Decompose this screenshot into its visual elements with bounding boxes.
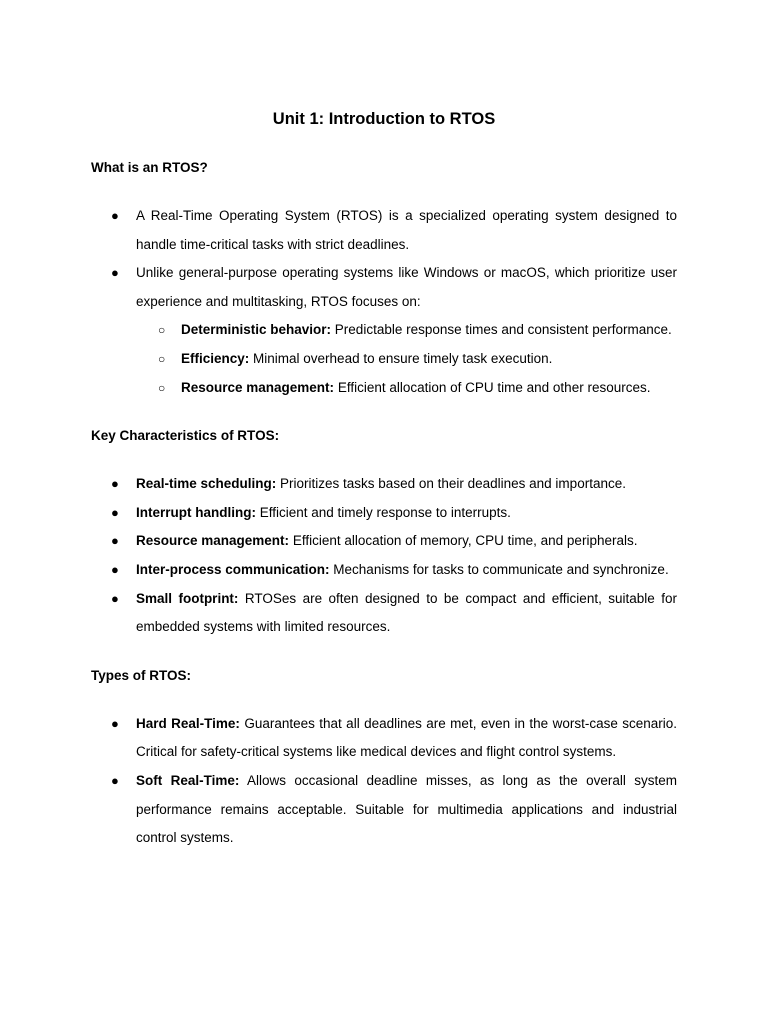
list-item	[91, 499, 677, 528]
bullet-icon: ●	[111, 772, 119, 788]
bullet-icon: ●	[111, 715, 119, 731]
list-item-label: Hard Real-Time:	[136, 715, 240, 731]
list-item-text: Efficient and timely response to interrupts.	[255, 504, 511, 520]
list-item-text: RTOSes are often designed to be compact and efficient, suitable for embedded systems with limited resources.	[136, 590, 677, 635]
list-item	[91, 259, 677, 402]
list-item-text: Prioritizes tasks based on their deadlines and importance.	[276, 476, 626, 492]
sub-bullet-icon: ○	[158, 351, 166, 366]
list-item-text: Guarantees that all deadlines are met, even in the worst-case scenario. Critical for safety-critical systems like medical devices and flight control systems.	[136, 715, 678, 760]
list-item	[91, 202, 677, 259]
sub-list-item	[136, 316, 677, 345]
bullet-icon: ●	[111, 265, 119, 281]
list-item	[91, 556, 677, 585]
list-item	[91, 470, 677, 499]
list-item-label: Real-time scheduling:	[136, 476, 277, 492]
sub-list-item-label: Efficiency:	[181, 350, 250, 366]
list-item-text: Efficient allocation of memory, CPU time, and peripherals.	[289, 533, 638, 549]
sub-list-item-label: Deterministic behavior:	[181, 322, 332, 338]
bullet-icon: ●	[111, 504, 119, 520]
what-is-rtos-list	[91, 202, 677, 402]
sub-bullet-icon: ○	[158, 323, 166, 338]
list-item	[91, 710, 677, 767]
sub-list-item	[136, 345, 677, 374]
sub-list-item	[136, 374, 677, 403]
list-item-label: Small footprint:	[136, 590, 239, 606]
list-item-label: Interrupt handling:	[136, 504, 256, 520]
list-item	[91, 585, 677, 642]
bullet-icon: ●	[111, 208, 119, 223]
section-heading-what-is-rtos: What is an RTOS?	[91, 160, 208, 175]
list-item-text: Mechanisms for tasks to communicate and synchronize.	[329, 561, 669, 577]
rtos-focus-sublist	[136, 316, 677, 402]
list-item-label: Inter-process communication:	[136, 561, 330, 577]
bullet-icon: ●	[111, 590, 119, 606]
key-characteristics-list	[91, 470, 677, 642]
section-heading-key-characteristics: Key Characteristics of RTOS:	[91, 428, 280, 444]
section-heading-types-of-rtos: Types of RTOS:	[91, 667, 192, 683]
list-item-label: Soft Real-Time:	[136, 772, 240, 788]
sub-list-item-text: Predictable response times and consistent performance.	[331, 322, 672, 338]
list-item-text: Allows occasional deadline misses, as long as the overall system performance remains acceptable. Suitable for multimedia applications and industrial control systems.	[136, 772, 677, 846]
sub-bullet-icon: ○	[158, 380, 166, 395]
bullet-icon: ●	[111, 561, 119, 577]
list-item	[91, 767, 677, 853]
list-item-label: Resource management:	[136, 533, 290, 549]
sub-list-item-text: Efficient allocation of CPU time and other resources.	[334, 379, 651, 395]
bullet-icon: ●	[111, 533, 119, 549]
list-item-text: Unlike general-purpose operating systems like Windows or macOS, which prioritize user experience and multitasking, RTOS focuses on:	[136, 265, 677, 309]
sub-list-item-label: Resource management:	[181, 379, 335, 395]
sub-list-item-text: Minimal overhead to ensure timely task execution.	[249, 350, 553, 366]
list-item	[91, 527, 677, 556]
list-item-text: A Real-Time Operating System (RTOS) is a specialized operating system designed to handle time-critical tasks with strict deadlines.	[136, 208, 677, 252]
page-title: Unit 1: Introduction to RTOS	[272, 110, 496, 128]
types-of-rtos-list	[91, 710, 677, 853]
bullet-icon: ●	[111, 476, 119, 492]
